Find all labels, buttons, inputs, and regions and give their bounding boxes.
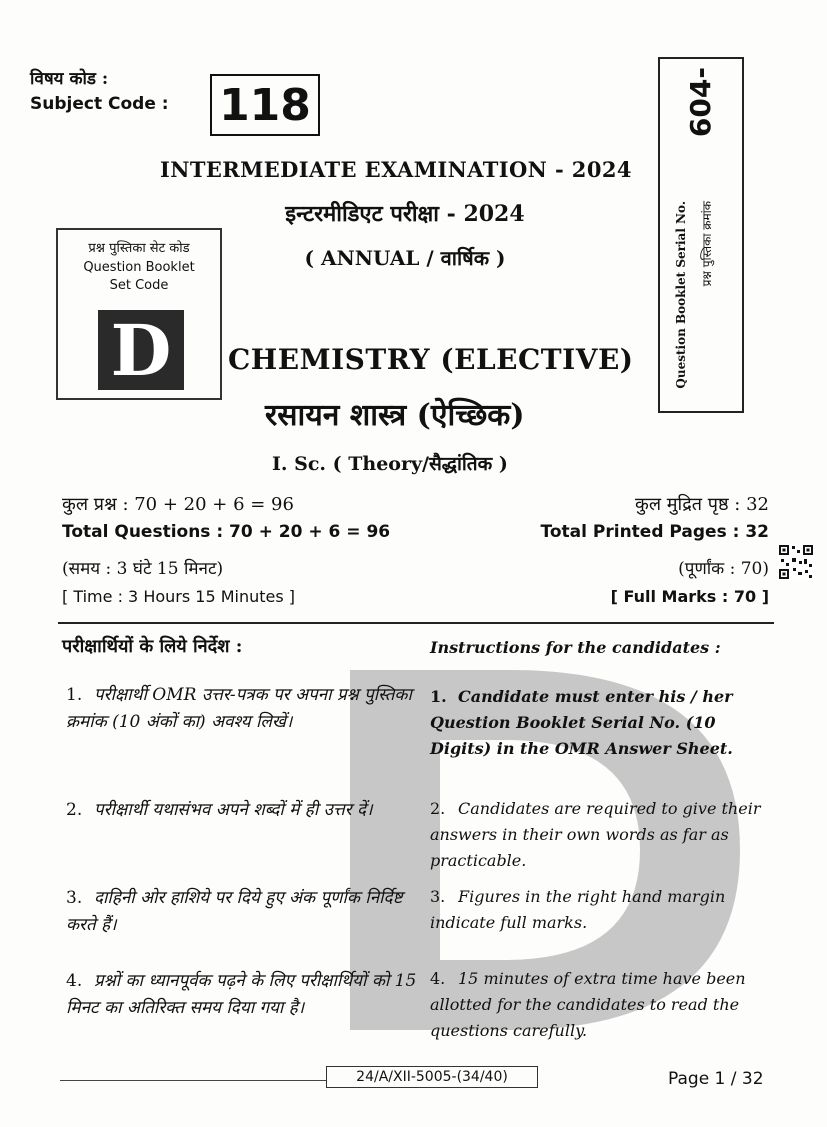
set-code-letter: D (98, 310, 184, 390)
exam-type: ( ANNUAL / वार्षिक ) (304, 246, 506, 270)
instruction-text: Candidate must enter his / her Question Booklet Serial No. (10 Digits) in the OMR Answer Sheet. (430, 687, 733, 758)
serial-label-hi: प्रश्न पुस्तिका क्रमांक (700, 201, 714, 287)
instruction-text: Figures in the right hand margin indicate full marks. (430, 887, 726, 932)
instruction-number: 4. (430, 969, 446, 988)
instruction-text-hi: प्रश्नों का ध्यानपूर्वक पढ़ने के लिए परीक्षार्थियों को 15 मिनट का अतिरिक्त समय दिया गया है। (66, 971, 417, 1018)
instruction-number: 1. (430, 687, 447, 706)
instruction-text-hi: परीक्षार्थी यथासंभव अपने शब्दों में ही उत्तर दें। (94, 800, 373, 820)
instruction-text: 15 minutes of extra time have been allotted for the candidates to read the questions carefully. (430, 969, 746, 1040)
paper-code (326, 1066, 538, 1088)
exam-title: INTERMEDIATE EXAMINATION - 2024 (160, 157, 632, 182)
instruction-number: 3. (430, 887, 446, 906)
total-questions-hi: कुल प्रश्न : 70 + 20 + 6 = 96 (62, 494, 294, 515)
instruction-item-hi (66, 797, 426, 824)
instruction-item (430, 796, 775, 874)
page-number: Page 1 / 32 (668, 1069, 764, 1089)
exam-title-hi: इन्टरमीडिएट परीक्षा - 2024 (285, 201, 525, 227)
subject-code-label-hi: विषय कोड : (30, 69, 109, 89)
instruction-item (430, 966, 775, 1044)
subject-title-hi: रसायन शास्त्र (ऐच्छिक) (265, 398, 525, 433)
subject-code-label: Subject Code : (30, 94, 169, 114)
instruction-text-hi: परीक्षार्थी OMR उत्तर-पत्रक पर अपना प्रश्न पुस्तिका क्रमांक (10 अंकों का) अवश्य लिखें। (66, 685, 412, 732)
instruction-item (430, 884, 775, 936)
subject-title: CHEMISTRY (ELECTIVE) (228, 343, 634, 376)
set-code-label-line2: Set Code (109, 278, 169, 293)
instruction-item (430, 684, 775, 762)
set-code-label-hi: प्रश्न पुस्तिका सेट कोड (88, 241, 190, 256)
instruction-item-hi (66, 885, 426, 939)
set-code-label-line1: Question Booklet (83, 260, 195, 275)
instruction-item-hi (66, 968, 426, 1022)
instruction-number: 2. (66, 800, 83, 820)
time: [ Time : 3 Hours 15 Minutes ] (62, 587, 296, 606)
subject-code: 118 (219, 79, 311, 131)
instruction-number: 4. (66, 971, 83, 991)
serial-number: 604- (684, 67, 717, 138)
course-label: I. Sc. ( Theory/सैद्धांतिक ) (272, 453, 508, 475)
total-questions: Total Questions : 70 + 20 + 6 = 96 (62, 522, 391, 542)
instruction-number: 2. (430, 799, 446, 818)
qr-code-icon (778, 544, 814, 580)
total-pages-hi: कुल मुद्रित पृष्ठ : 32 (635, 494, 769, 515)
instruction-text: Candidates are required to give their answers in their own words as far as practicable. (430, 799, 761, 870)
footer-rule (60, 1080, 326, 1081)
divider (58, 622, 774, 624)
set-code-box (56, 228, 222, 400)
instructions-heading: Instructions for the candidates : (430, 638, 721, 657)
instruction-item-hi (66, 682, 426, 736)
instructions-heading-hi: परीक्षार्थियों के लिये निर्देश : (62, 636, 243, 657)
instruction-number: 3. (66, 888, 83, 908)
serial-label: Question Booklet Serial No. (674, 201, 688, 389)
time-hi: (समय : 3 घंटे 15 मिनट) (62, 559, 224, 579)
paper-code-text: 24/A/XII-5005-(34/40) (356, 1069, 508, 1085)
total-pages: Total Printed Pages : 32 (540, 522, 769, 542)
full-marks: [ Full Marks : 70 ] (610, 587, 769, 606)
full-marks-hi: (पूर्णांक : 70) (678, 559, 769, 579)
instruction-number: 1. (66, 685, 83, 705)
serial-number-box (658, 57, 744, 413)
instruction-text-hi: दाहिनी ओर हाशिये पर दिये हुए अंक पूर्णांक निर्दिष्ट करते हैं। (66, 888, 403, 935)
subject-code-box (210, 74, 320, 136)
